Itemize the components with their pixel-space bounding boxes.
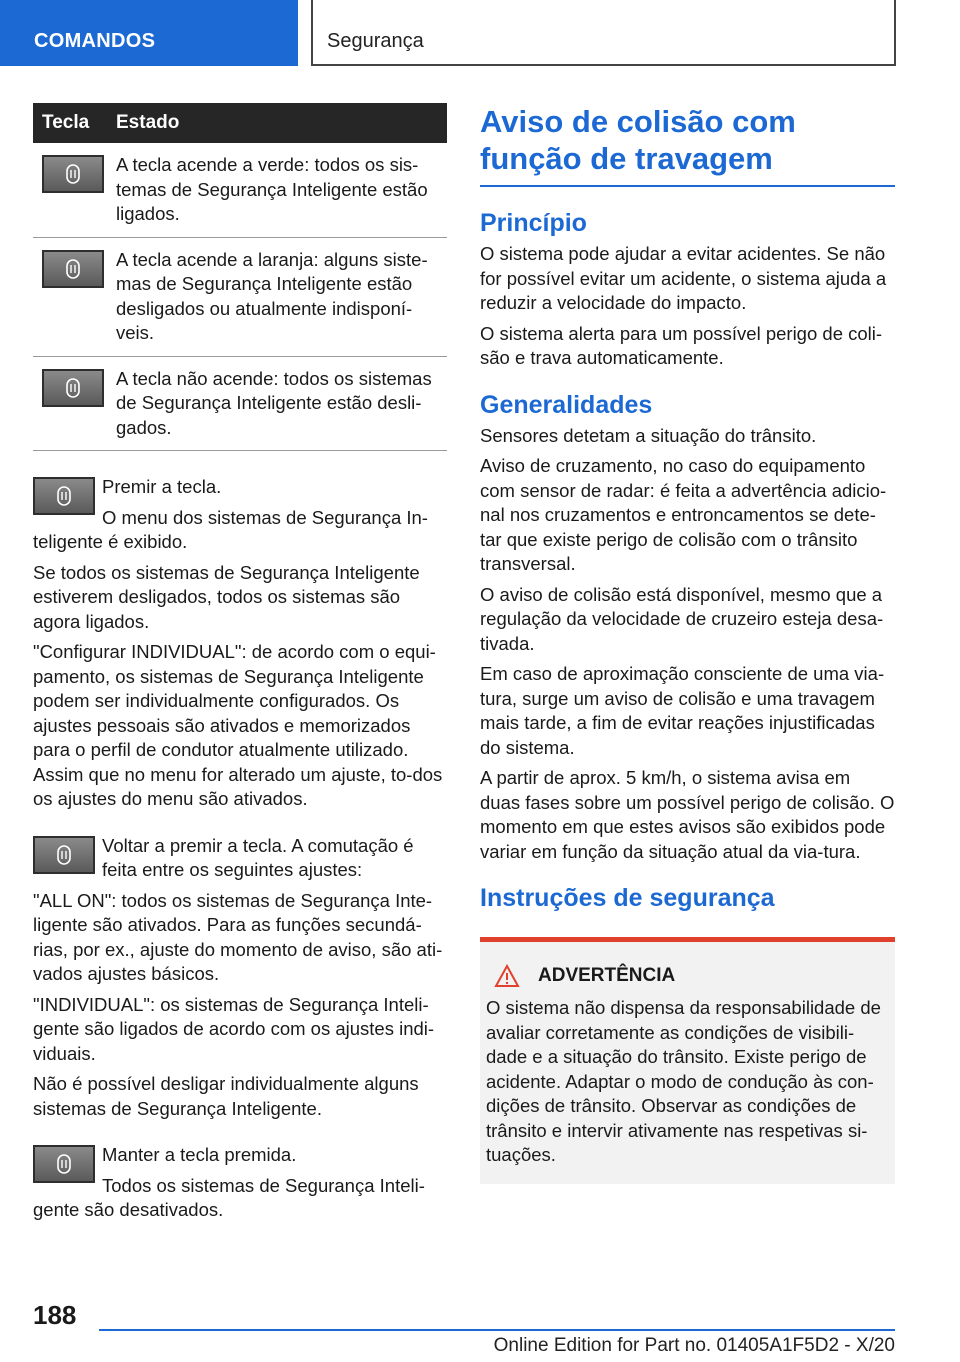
driving-assist-key-icon bbox=[33, 1145, 95, 1183]
paragraph: O aviso de colisão está disponível, mesmo que a regulação da velocidade de cruzeiro esteja desa-tivada. bbox=[480, 583, 884, 654]
row-state-text: A tecla acende a verde: todos os sis-temas de Segurança Inteligente estão ligados. bbox=[116, 154, 428, 224]
right-column bbox=[480, 103, 895, 1184]
warning-triangle-icon bbox=[494, 964, 520, 988]
driving-assist-key-icon bbox=[42, 369, 104, 407]
heading-principio: Princípio bbox=[480, 209, 587, 237]
driving-assist-key-icon bbox=[33, 836, 95, 874]
heading-instrucoes: Instruções de segurança bbox=[480, 884, 775, 912]
paragraph: "INDIVIDUAL": os sistemas de Segurança Inteli-gente são ligados de acordo com os ajustes indi-viduais. bbox=[33, 993, 435, 1064]
table-row bbox=[33, 143, 447, 238]
step-text: Voltar a premir a tecla. A comutação é feita entre os seguintes ajustes: bbox=[102, 834, 414, 880]
table-row bbox=[33, 238, 447, 357]
chapter-title: Aviso de colisão com função de travagem bbox=[480, 103, 895, 187]
table-header bbox=[33, 103, 447, 143]
step-text: Premir a tecla. bbox=[102, 476, 222, 497]
paragraph: Se todos os sistemas de Segurança Inteligente estiverem desligados, todos os sistemas são agora ligados. bbox=[33, 561, 420, 632]
paragraph: Em caso de aproximação consciente de uma via-tura, surge um aviso de colisão e uma travagem mais tarde, a fim de evitar reações injustificadas do sistema. bbox=[480, 663, 885, 758]
row-state-text: A tecla acende a laranja: alguns siste-mas de Segurança Inteligente estão desligados ou atualmente indisponí-veis. bbox=[116, 248, 428, 343]
paragraph: "ALL ON": todos os sistemas de Segurança Inte-ligente são ativados. Para as funções secundá-rias, por ex., ajuste do momento de aviso, são ati-vados ajustes básicos. bbox=[33, 889, 443, 984]
driving-assist-key-icon bbox=[42, 250, 104, 288]
paragraph: Aviso de cruzamento, no caso do equipamento com sensor de radar: é feita a advertência adicio-nal nos cruzamentos e entroncamentos se dete-tar que existe perigo de colisão com o trânsito transversal. bbox=[480, 455, 887, 574]
hold-key-step bbox=[33, 1143, 447, 1223]
press-again-step bbox=[33, 834, 447, 883]
table-row bbox=[33, 357, 447, 452]
footer-edition: Online Edition for Part no. 01405A1F5D2 - X/20 bbox=[493, 1335, 895, 1356]
step-text: Manter a tecla premida. bbox=[102, 1144, 297, 1165]
warning-text: O sistema não dispensa da responsabilidade de avaliar corretamente as condições de visibili-dade e a situação do trânsito. Existe perigo de acidente. Adaptar o modo de condução às con-dições de trânsito. Observar as condições de trânsito e intervir ativamente nas respetivas si-tuações. bbox=[486, 997, 881, 1165]
paragraph: O sistema pode ajudar a evitar acidentes. Se não for possível evitar um acidente, o sistema ajuda a reduzir a velocidade do impacto. bbox=[480, 243, 887, 313]
paragraph: Sensores detetam a situação do trânsito. bbox=[480, 424, 817, 446]
paragraph: O sistema alerta para um possível perigo de coli-são e trava automaticamente. bbox=[480, 322, 883, 368]
heading-generalidades: Generalidades bbox=[480, 390, 653, 419]
paragraph: A partir de aprox. 5 km/h, o sistema avisa em duas fases sobre um possível perigo de colisão. O momento em que estes avisos são exibidos pode variar em função da situação atual da via-tura. bbox=[480, 767, 895, 862]
driving-assist-key-icon bbox=[42, 155, 104, 193]
step-text: O menu dos sistemas de Segurança In-teligente é exibido. bbox=[33, 506, 428, 552]
warning-label: ADVERTÊNCIA bbox=[538, 965, 676, 986]
col-header-state: Estado bbox=[116, 112, 180, 133]
warning-title bbox=[486, 964, 883, 988]
section-tab[interactable]: COMANDOS bbox=[0, 0, 298, 66]
footer-divider bbox=[99, 1329, 895, 1331]
paragraph: "Configurar INDIVIDUAL": de acordo com o equi-pamento, os sistemas de Segurança Inteligente podem ser individualmente configurados. Os ajustes pessoais são ativados e memorizados para o perfil de condutor atualmente utilizado. Assim que no menu for alterado um ajuste, to-dos os ajustes do menu são ativados. bbox=[33, 641, 443, 809]
page-section-title: Segurança bbox=[311, 0, 896, 66]
left-column bbox=[33, 103, 447, 1229]
row-state-text: A tecla não acende: todos os sistemas de Segurança Inteligente estão desli-gados. bbox=[116, 367, 432, 438]
warning-box bbox=[480, 937, 895, 1184]
driving-assist-key-icon bbox=[33, 477, 95, 515]
paragraph: Não é possível desligar individualmente alguns sistemas de Segurança Inteligente. bbox=[33, 1073, 419, 1119]
step-text: Todos os sistemas de Segurança Inteli-gente são desativados. bbox=[33, 1174, 425, 1220]
col-header-key: Tecla bbox=[42, 112, 90, 133]
page-number: 188 bbox=[33, 1300, 77, 1330]
press-key-step bbox=[33, 475, 447, 555]
